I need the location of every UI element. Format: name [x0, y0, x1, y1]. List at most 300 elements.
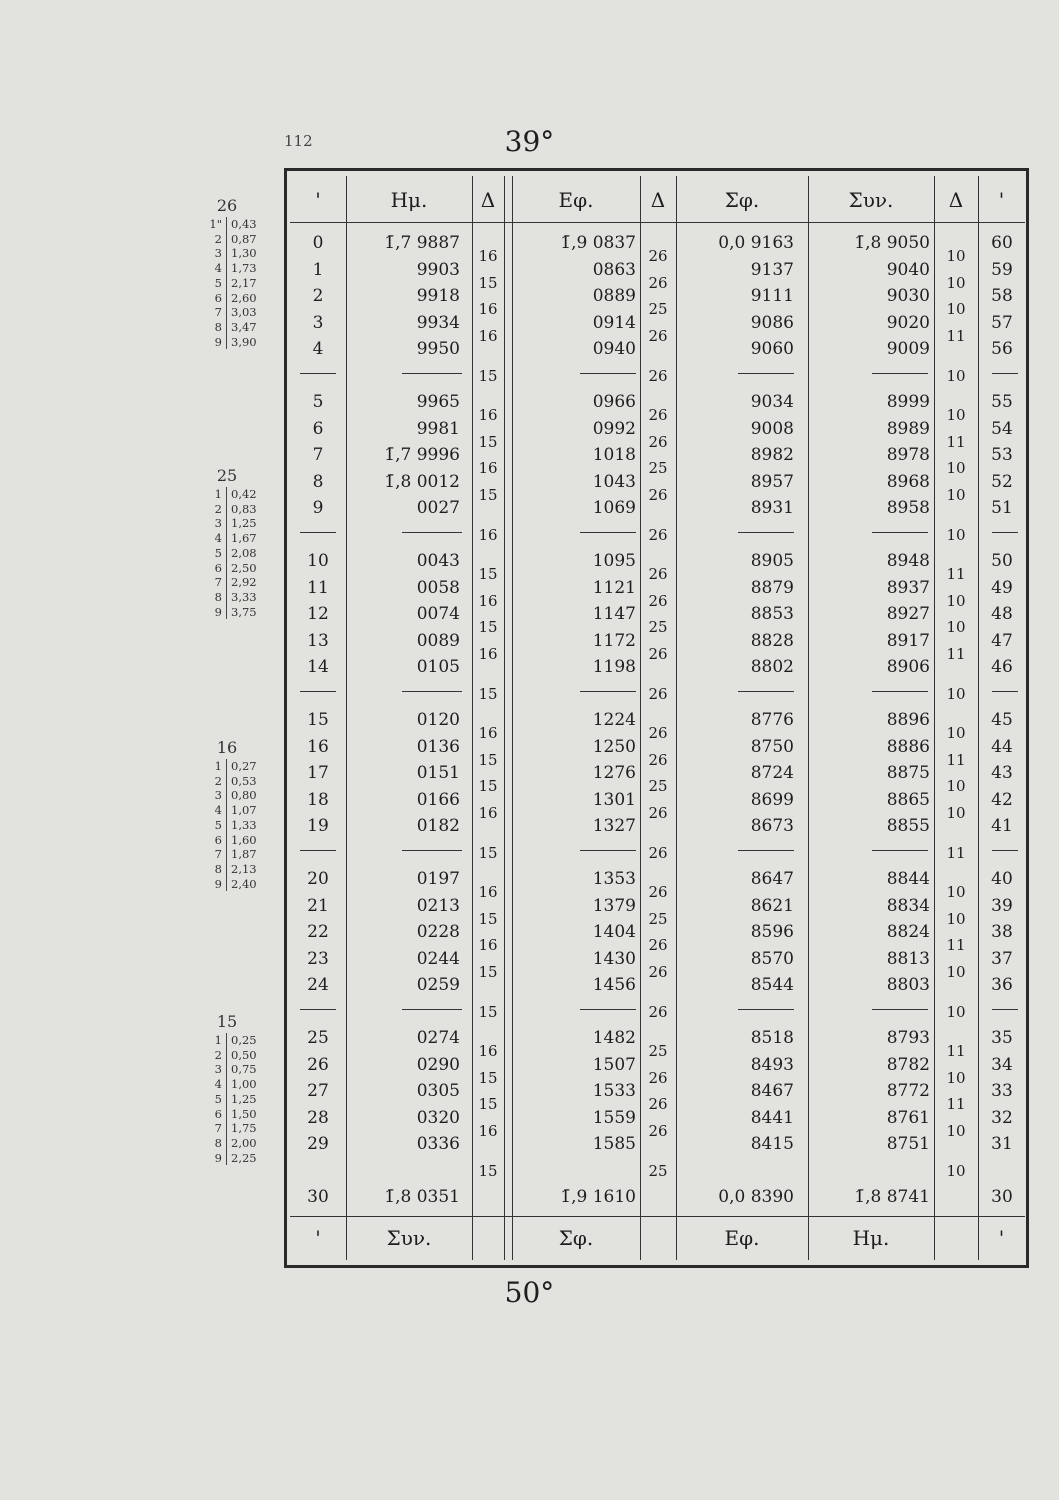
pp-key: 3: [214, 1062, 222, 1077]
group-rule: [872, 691, 928, 692]
delta-hm: 15: [478, 962, 498, 981]
page-number: 112: [284, 132, 313, 150]
delta-syn: 10: [946, 525, 966, 544]
pp-key: 9: [214, 334, 222, 349]
group-rule: [872, 850, 928, 851]
row-minute: 4: [312, 339, 324, 359]
row-minute-2: 34: [991, 1054, 1013, 1075]
pp-rows: [192, 487, 271, 619]
row-sf: 8673: [750, 816, 794, 836]
delta-syn: 10: [946, 459, 966, 478]
footer-minute: ': [315, 1226, 321, 1250]
pp-value: 3,75: [227, 605, 272, 620]
pp-value: 1,25: [227, 516, 272, 531]
row-sf: 8724: [750, 763, 794, 783]
pp-key: 7: [214, 575, 222, 590]
row-hm: 9950: [416, 339, 460, 359]
header-minute: ': [315, 188, 321, 212]
row-syn: 8937: [886, 577, 930, 598]
group-rule: [402, 1009, 462, 1010]
pp-row: [192, 1151, 271, 1166]
row-hm: 0182: [416, 816, 460, 836]
pp-key: 3: [214, 246, 222, 261]
pp-value: 0,27: [227, 759, 272, 774]
row-minute-2: 55: [991, 392, 1013, 412]
delta-hm: 15: [478, 909, 498, 928]
pp-key: 1: [214, 1033, 222, 1047]
row-hm: 0197: [416, 869, 460, 889]
row-syn: 9040: [886, 259, 930, 280]
row-minute: 21: [307, 895, 329, 916]
row-ef: 1121: [592, 577, 636, 598]
row-minute-2: 46: [991, 657, 1013, 677]
row-minute: 17: [307, 763, 329, 783]
header-hm: Ημ.: [390, 188, 428, 212]
pp-key: 9: [214, 876, 222, 891]
group-rule: [992, 850, 1018, 851]
pp-row: [192, 502, 271, 517]
row-syn: 8989: [886, 418, 930, 439]
delta-ef: 26: [648, 247, 668, 266]
column-rule: [346, 176, 347, 1260]
row-sf: 9137: [750, 259, 794, 280]
row-minute: 29: [307, 1134, 329, 1154]
row-minute: 5: [312, 392, 324, 412]
row-ef: 1353: [592, 869, 636, 889]
row-hm: 1̄,7 9887: [384, 233, 460, 253]
pp-value: 2,25: [227, 1151, 272, 1166]
row-minute: 22: [307, 922, 329, 942]
row-minute: 26: [307, 1054, 329, 1075]
group-rule: [738, 850, 794, 851]
row-sf: 9008: [750, 418, 794, 439]
pp-key: 4: [214, 261, 222, 276]
row-syn: 8844: [886, 869, 930, 889]
delta-hm: 16: [478, 247, 498, 266]
group-rule: [402, 532, 462, 533]
degree-top: 39°: [504, 125, 555, 158]
footer-minute-2: ': [998, 1226, 1005, 1250]
delta-hm: 16: [478, 1042, 498, 1061]
delta-hm: 15: [478, 273, 498, 292]
pp-head: 26: [216, 196, 238, 215]
pp-key: 5: [214, 817, 222, 832]
pp-key: 6: [214, 1106, 222, 1121]
row-sf: 8544: [750, 975, 794, 995]
footer-sf: Σφ.: [558, 1226, 594, 1250]
row-hm: 9965: [416, 392, 460, 412]
row-minute-2: 59: [991, 259, 1013, 280]
row-minute-2: 40: [991, 869, 1013, 889]
row-ef: 0889: [592, 286, 636, 306]
group-rule: [580, 373, 636, 374]
row-sf: 8415: [750, 1134, 794, 1154]
header-rule: [290, 222, 1025, 223]
pp-value: 1,75: [227, 1121, 272, 1136]
row-syn: 8886: [886, 736, 930, 757]
row-minute: 10: [307, 551, 329, 571]
pp-key: 2: [214, 501, 222, 516]
row-syn: 8896: [886, 710, 930, 730]
pp-value: 1,07: [227, 803, 272, 818]
delta-hm: 15: [478, 1161, 498, 1180]
row-minute-2: 53: [991, 445, 1013, 465]
row-ef: 0992: [592, 418, 636, 439]
delta-hm: 15: [478, 485, 498, 504]
delta-ef: 26: [648, 803, 668, 822]
pp-row: [192, 605, 271, 620]
row-minute-2: 48: [991, 604, 1013, 624]
delta-ef: 26: [648, 1095, 668, 1114]
row-hm: 1̄,8 0012: [384, 471, 460, 492]
pp-key: 6: [214, 560, 222, 575]
delta-syn: 11: [946, 565, 966, 584]
delta-hm: 16: [478, 936, 498, 955]
delta-hm: 16: [478, 724, 498, 743]
delta-ef: 26: [648, 565, 668, 584]
row-syn: 1̄,8 9050: [854, 233, 930, 253]
degree-bottom: 50°: [504, 1276, 555, 1309]
delta-hm: 16: [478, 883, 498, 902]
pp-key: 7: [214, 305, 222, 320]
pp-row: [192, 546, 271, 561]
delta-syn: 10: [946, 485, 966, 504]
row-sf: 8957: [750, 471, 794, 492]
delta-syn: 10: [946, 684, 966, 703]
pp-key: 5: [214, 545, 222, 560]
pp-value: 3,47: [227, 320, 272, 335]
row-minute: 18: [307, 789, 329, 810]
row-syn: 8978: [886, 445, 930, 465]
pp-key: 8: [214, 1135, 222, 1150]
row-hm: 0259: [416, 975, 460, 995]
group-rule: [402, 373, 462, 374]
delta-hm: 15: [478, 1095, 498, 1114]
row-minute: 6: [312, 418, 324, 439]
pp-row: [192, 1062, 271, 1077]
row-ef: 1456: [592, 975, 636, 995]
pp-row: [192, 516, 271, 531]
pp-key: 2: [214, 231, 222, 246]
delta-syn: 11: [946, 432, 966, 451]
delta-hm: 16: [478, 459, 498, 478]
row-sf: 8828: [750, 630, 794, 651]
delta-syn: 10: [946, 724, 966, 743]
pp-row: [192, 1121, 271, 1136]
pp-value: 0,87: [227, 232, 272, 247]
header-ef: Εφ.: [558, 188, 594, 212]
delta-ef: 26: [648, 684, 668, 703]
pp-row: [192, 774, 271, 789]
column-rule: [472, 176, 473, 1260]
pp-value: 3,90: [227, 335, 272, 350]
row-ef: 1301: [592, 789, 636, 810]
row-syn: 1̄,8 8741: [854, 1187, 930, 1207]
footer-ef: Εφ.: [724, 1226, 760, 1250]
row-sf: 8570: [750, 948, 794, 969]
pp-table-16: [192, 738, 271, 891]
pp-value: 2,50: [227, 561, 272, 576]
header-delta-1: Δ: [480, 188, 496, 212]
delta-syn: 10: [946, 962, 966, 981]
row-syn: 8834: [886, 895, 930, 916]
row-minute: 25: [307, 1028, 329, 1048]
delta-ef: 25: [648, 459, 668, 478]
pp-value: 2,17: [227, 276, 272, 291]
row-minute: 13: [307, 630, 329, 651]
row-minute: 0: [312, 233, 324, 253]
pp-value: 2,60: [227, 291, 272, 306]
row-minute: 28: [307, 1107, 329, 1128]
footer-syn: Συν.: [386, 1226, 432, 1250]
delta-syn: 10: [946, 883, 966, 902]
row-syn: 8958: [886, 498, 930, 518]
pp-row: [192, 335, 271, 350]
pp-rows: [192, 1033, 271, 1165]
row-minute-2: 39: [991, 895, 1013, 916]
pp-key: 3: [214, 516, 222, 531]
delta-syn: 10: [946, 1068, 966, 1087]
group-rule: [580, 850, 636, 851]
pp-row: [192, 759, 271, 774]
row-ef: 1095: [592, 551, 636, 571]
row-minute: 16: [307, 736, 329, 757]
pp-row: [192, 833, 271, 848]
column-rule: [978, 176, 979, 1260]
row-ef: 1018: [592, 445, 636, 465]
pp-key: 8: [214, 589, 222, 604]
row-minute: 23: [307, 948, 329, 969]
row-minute-2: 57: [991, 312, 1013, 333]
pp-key: 8: [214, 319, 222, 334]
pp-row: [192, 1092, 271, 1107]
row-hm: 0228: [416, 922, 460, 942]
row-hm: 9934: [416, 312, 460, 333]
pp-head: 15: [216, 1012, 238, 1031]
delta-syn: 10: [946, 777, 966, 796]
pp-value: 1,87: [227, 847, 272, 862]
group-rule: [992, 1009, 1018, 1010]
row-minute-2: 30: [991, 1187, 1013, 1207]
row-sf: 8493: [750, 1054, 794, 1075]
row-hm: 0027: [416, 498, 460, 518]
row-minute: 7: [312, 445, 324, 465]
delta-syn: 10: [946, 591, 966, 610]
pp-value: 2,40: [227, 877, 272, 892]
column-rule: [504, 176, 505, 1260]
pp-row: [192, 877, 271, 892]
delta-hm: 15: [478, 777, 498, 796]
pp-row: [192, 1107, 271, 1122]
row-sf: 0,0 9163: [718, 233, 794, 253]
row-minute-2: 35: [991, 1028, 1013, 1048]
delta-ef: 26: [648, 962, 668, 981]
row-ef: 1404: [592, 922, 636, 942]
row-minute-2: 43: [991, 763, 1013, 783]
row-ef: 0940: [592, 339, 636, 359]
pp-key: 5: [214, 1091, 222, 1106]
pp-row: [192, 561, 271, 576]
row-minute-2: 38: [991, 922, 1013, 942]
delta-syn: 11: [946, 1042, 966, 1061]
row-ef: 1250: [592, 736, 636, 757]
row-syn: 9020: [886, 312, 930, 333]
pp-key: 7: [214, 1121, 222, 1136]
row-sf: 8621: [750, 895, 794, 916]
row-minute: 19: [307, 816, 329, 836]
row-minute-2: 32: [991, 1107, 1013, 1128]
pp-row: [192, 217, 271, 232]
row-syn: 8999: [886, 392, 930, 412]
delta-syn: 10: [946, 300, 966, 319]
row-ef: 1559: [592, 1107, 636, 1128]
group-rule: [738, 691, 794, 692]
row-hm: 0089: [416, 630, 460, 651]
delta-syn: 11: [946, 1095, 966, 1114]
pp-value: 1,73: [227, 261, 272, 276]
row-hm: 0105: [416, 657, 460, 677]
row-syn: 8824: [886, 922, 930, 942]
row-minute: 3: [312, 312, 324, 333]
row-sf: 8647: [750, 869, 794, 889]
pp-key: 2: [214, 773, 222, 788]
pp-value: 0,43: [227, 217, 272, 232]
pp-row: [192, 1033, 271, 1048]
group-rule: [738, 373, 794, 374]
row-syn: 8772: [886, 1081, 930, 1101]
row-syn: 8813: [886, 948, 930, 969]
row-ef: 1430: [592, 948, 636, 969]
delta-syn: 11: [946, 326, 966, 345]
delta-ef: 25: [648, 1042, 668, 1061]
row-sf: 9111: [750, 286, 794, 306]
delta-ef: 26: [648, 1121, 668, 1140]
row-syn: 8803: [886, 975, 930, 995]
row-hm: 9903: [416, 259, 460, 280]
delta-ef: 25: [648, 300, 668, 319]
delta-syn: 10: [946, 273, 966, 292]
delta-ef: 26: [648, 1068, 668, 1087]
pp-key: 1: [214, 487, 222, 501]
row-minute-2: 56: [991, 339, 1013, 359]
row-sf: 8802: [750, 657, 794, 677]
pp-value: 1,00: [227, 1077, 272, 1092]
pp-row: [192, 291, 271, 306]
delta-syn: 10: [946, 247, 966, 266]
row-syn: 9009: [886, 339, 930, 359]
pp-value: 2,00: [227, 1136, 272, 1151]
pp-row: [192, 575, 271, 590]
delta-hm: 15: [478, 565, 498, 584]
group-rule: [580, 1009, 636, 1010]
column-rule: [934, 176, 935, 1260]
pp-rows: [192, 217, 271, 349]
row-minute-2: 42: [991, 789, 1013, 810]
pp-row: [192, 1077, 271, 1092]
pp-row: [192, 1048, 271, 1063]
pp-head: 25: [216, 466, 238, 485]
row-hm: 0336: [416, 1134, 460, 1154]
pp-key: 1: [214, 759, 222, 773]
row-minute: 12: [307, 604, 329, 624]
delta-syn: 10: [946, 366, 966, 385]
pp-row: [192, 531, 271, 546]
row-hm: 0305: [416, 1081, 460, 1101]
row-ef: 1069: [592, 498, 636, 518]
group-rule: [872, 373, 928, 374]
row-minute: 11: [307, 577, 329, 598]
pp-key: 4: [214, 531, 222, 546]
row-minute: 1: [312, 259, 324, 280]
delta-syn: 11: [946, 750, 966, 769]
row-syn: 8865: [886, 789, 930, 810]
pp-key: 9: [214, 1150, 222, 1165]
delta-hm: 16: [478, 326, 498, 345]
delta-hm: 16: [478, 803, 498, 822]
row-hm: 0058: [416, 577, 460, 598]
row-sf: 8596: [750, 922, 794, 942]
pp-key: 4: [214, 803, 222, 818]
row-syn: 8917: [886, 630, 930, 651]
delta-hm: 16: [478, 406, 498, 425]
pp-value: 0,83: [227, 502, 272, 517]
delta-hm: 15: [478, 366, 498, 385]
row-ef: 1224: [592, 710, 636, 730]
delta-ef: 25: [648, 909, 668, 928]
row-minute-2: 54: [991, 418, 1013, 439]
row-ef: 0966: [592, 392, 636, 412]
pp-key: 5: [214, 275, 222, 290]
pp-table-26: [192, 196, 271, 349]
group-rule: [402, 850, 462, 851]
column-rule: [676, 176, 677, 1260]
row-ef: 1̄,9 0837: [560, 233, 636, 253]
pp-key: 2: [214, 1047, 222, 1062]
row-ef: 1327: [592, 816, 636, 836]
row-hm: 0166: [416, 789, 460, 810]
row-syn: 9030: [886, 286, 930, 306]
group-rule: [300, 1009, 336, 1010]
pp-key: 6: [214, 832, 222, 847]
delta-ef: 26: [648, 644, 668, 663]
row-minute-2: 44: [991, 736, 1013, 757]
row-syn: 8782: [886, 1054, 930, 1075]
row-ef: 1507: [592, 1054, 636, 1075]
row-sf: 8905: [750, 551, 794, 571]
pp-table-15: [192, 1012, 271, 1165]
delta-ef: 25: [648, 618, 668, 637]
pp-row: [192, 305, 271, 320]
pp-value: 2,08: [227, 546, 272, 561]
row-hm: 0043: [416, 551, 460, 571]
pp-row: [192, 862, 271, 877]
group-rule: [300, 691, 336, 692]
group-rule: [738, 532, 794, 533]
row-syn: 8761: [886, 1107, 930, 1128]
pp-row: [192, 246, 271, 261]
delta-ef: 25: [648, 1161, 668, 1180]
group-rule: [872, 1009, 928, 1010]
pp-key: 1": [209, 217, 222, 231]
delta-ef: 26: [648, 724, 668, 743]
row-hm: 1̄,8 0351: [384, 1187, 460, 1207]
delta-hm: 15: [478, 432, 498, 451]
row-minute: 9: [312, 498, 324, 518]
row-hm: 0151: [416, 763, 460, 783]
pp-key: 4: [214, 1077, 222, 1092]
group-rule: [992, 691, 1018, 692]
pp-row: [192, 1136, 271, 1151]
